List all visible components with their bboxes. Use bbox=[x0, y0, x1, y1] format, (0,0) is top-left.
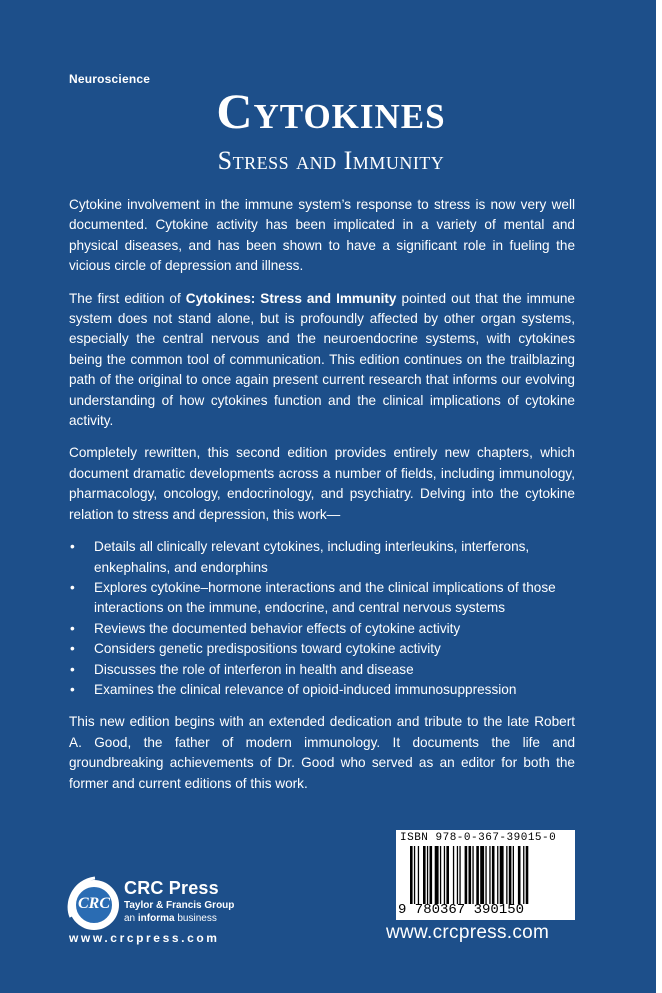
barcode-bars bbox=[410, 846, 562, 904]
list-item: • Details all clinically relevant cytokines, including interleukins, interferons, enkephalins, and endorphins bbox=[69, 537, 575, 578]
paragraph-intro: Cytokine involvement in the immune system’s response to stress is now very well documented. Cytokine activity has been implicated in a variety of mental and physical diseases, and has been shown to have a significant role in fueling the vicious circle of depression and illness. bbox=[69, 197, 575, 274]
list-item: • Explores cytokine–hormone interactions and the clinical implications of those interactions on the immune, endocrine, and central nervous systems bbox=[69, 578, 575, 619]
first-edition-lead: The first edition of bbox=[69, 290, 186, 306]
isbn-text: ISBN 978-0-367-39015-0 bbox=[400, 832, 557, 844]
crc-logo bbox=[69, 880, 119, 930]
list-item: • Considers genetic predispositions toward cytokine activity bbox=[69, 639, 575, 659]
book-subtitle: Stress and Immunity bbox=[217, 146, 445, 175]
barcode-url[interactable]: www.crcpress.com bbox=[386, 922, 550, 943]
publisher-group: Taylor & Francis Group bbox=[124, 900, 235, 911]
crc-logo-text: CRC bbox=[77, 895, 110, 912]
feature-list bbox=[69, 537, 575, 700]
paragraph-first-edition bbox=[69, 289, 575, 432]
paragraph-dedication: This new edition begins with an extended dedication and tribute to the late Robert A. Good, the father of modern immunology. It documents the life and groundbreaking achievements of Dr. Good who served as an editor for both the former and current editions of this work. bbox=[69, 714, 575, 791]
book-title-inline: Cytokines: Stress and Immunity bbox=[185, 290, 397, 306]
first-edition-rest: pointed out that the immune system does not stand alone, but is profoundly affected by other organ systems, especially the central nervous and the neuroendocrine systems, with cytokines being the common tool of communication. This edition continues on the trailblazing path of the original to once again present current research that informs our evolving understanding of how cytokines function and the clinical implications of cytokine activity. bbox=[69, 290, 575, 429]
publisher-business bbox=[124, 913, 217, 924]
business-suffix: business bbox=[174, 913, 217, 924]
list-item: • Reviews the documented behavior effects of cytokine activity bbox=[69, 619, 575, 639]
barcode-digits: 9 780367 390150 bbox=[398, 902, 525, 918]
description bbox=[69, 195, 575, 806]
page-edge bbox=[656, 0, 662, 993]
category-label: Neuroscience bbox=[69, 72, 151, 86]
business-prefix: an bbox=[124, 913, 138, 924]
publisher-url[interactable]: www.crcpress.com bbox=[69, 931, 220, 945]
barcode bbox=[396, 830, 575, 920]
paragraph-second-edition: Completely rewritten, this second edition provides entirely new chapters, which document dramatic developments across a number of fields, including immunology, pharmacology, oncology, endocrinology, and psychiatry. Delving into the cytokine relation to stress and depression, this work— bbox=[69, 445, 575, 522]
list-item: • Examines the clinical relevance of opioid-induced immunosuppression bbox=[69, 680, 575, 700]
business-bold: informa bbox=[137, 913, 175, 924]
book-title: Cytokines bbox=[216, 83, 446, 139]
publisher-name: CRC Press bbox=[124, 878, 219, 898]
list-item: • Discusses the role of interferon in health and disease bbox=[69, 660, 575, 680]
